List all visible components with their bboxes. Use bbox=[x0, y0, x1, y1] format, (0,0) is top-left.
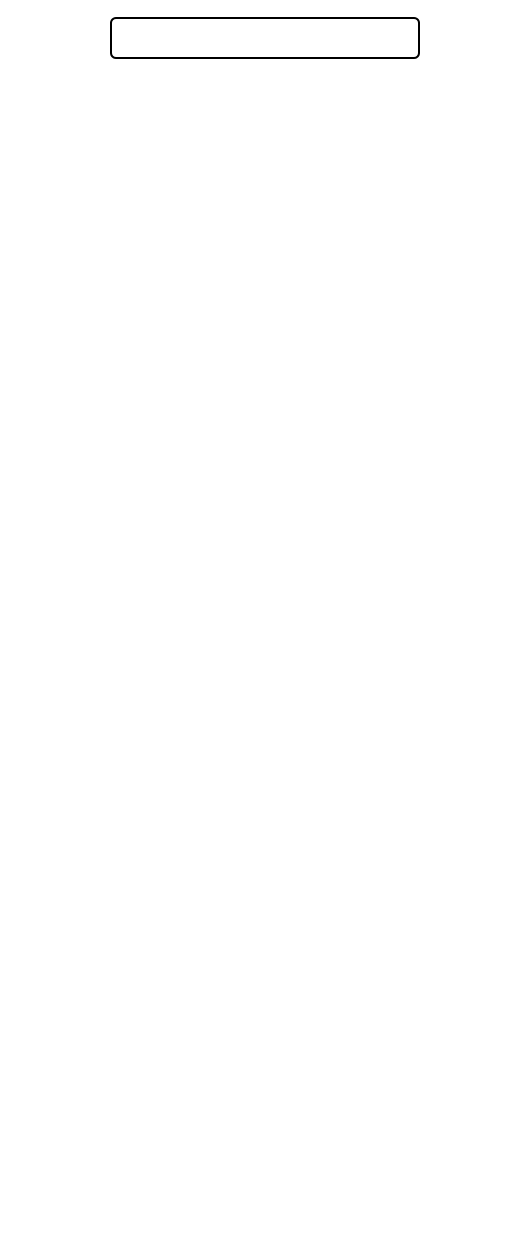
paragraph bbox=[12, 94, 517, 122]
paragraph bbox=[12, 128, 517, 156]
article-author bbox=[12, 68, 517, 94]
paragraph bbox=[12, 162, 517, 190]
paragraph bbox=[12, 230, 517, 258]
article-title bbox=[110, 17, 420, 59]
paragraph bbox=[12, 196, 517, 224]
title-banner bbox=[12, 8, 517, 68]
article-body bbox=[12, 94, 517, 258]
